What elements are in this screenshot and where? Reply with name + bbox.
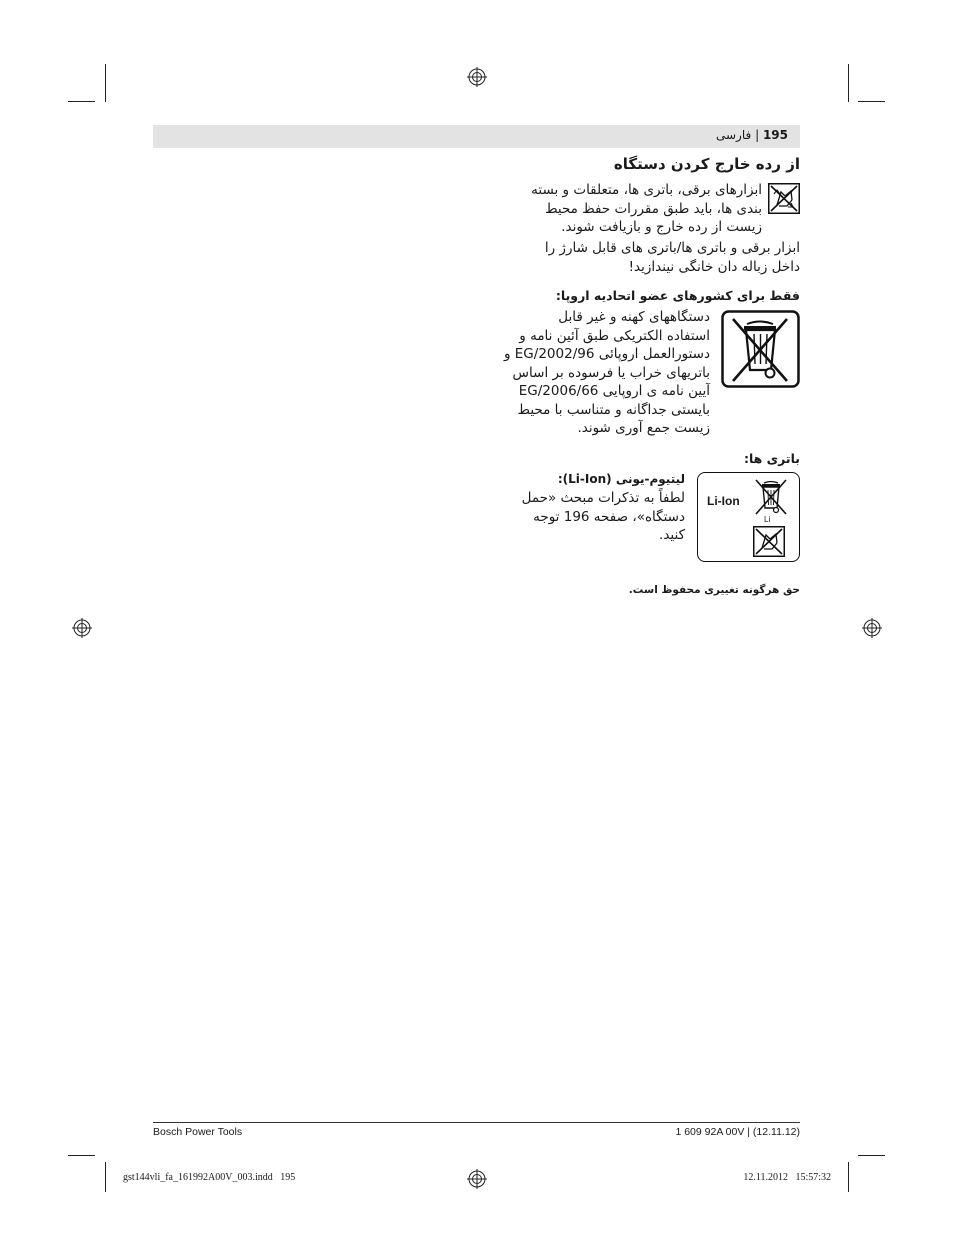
li-ion-badge: [697, 472, 800, 562]
li-bin-label: Li: [764, 515, 771, 524]
text-line: زیست از رده خارج و بازیافت شوند.: [561, 219, 762, 235]
text-line: بایستی جداگانه و متناسب با محیط: [517, 401, 710, 418]
text-line: آیین نامه ی اروپایی 2006/66/EG: [518, 383, 710, 399]
crop-mark: [105, 1162, 106, 1192]
text-line: دستورالعمل اروپائی 2002/96/EG و: [503, 346, 710, 362]
footer-document-id: 1 609 92A 00V | (12.11.12): [675, 1126, 800, 1138]
page-number: 195: [762, 128, 788, 142]
text-line: داخل زباله دان خانگی نیندازید!: [628, 258, 800, 275]
header-separator: |: [755, 128, 760, 142]
footer-publisher: Bosch Power Tools: [153, 1126, 243, 1138]
crop-mark: [858, 101, 885, 102]
text-line: استفاده الکتریکی طبق آئین نامه و: [519, 327, 710, 344]
text-line: ابزارهای برقی، باتری ها، متعلقات و بسته: [531, 182, 762, 198]
page-header: [153, 125, 800, 148]
crossed-wheelie-bin-icon: [721, 310, 800, 388]
slug-datetime: 12.11.2012 15:57:32: [743, 1172, 831, 1183]
slug-filename: gst144vli_fa_161992A00V_003.indd 195: [123, 1172, 296, 1183]
text-line: دستگاههای کهنه و غیر قابل: [558, 309, 710, 325]
recycle-crossed-icon: [753, 526, 785, 557]
section-title-batteries: باتری ها:: [743, 451, 800, 466]
header-language: فارسی: [715, 128, 752, 142]
text-line: بندی ها، باید طبق مقررات حفظ محیط: [545, 200, 762, 217]
text-line: زیست جمع آوری شوند.: [577, 420, 710, 436]
crop-mark: [848, 1162, 849, 1192]
batteries-paragraph: [450, 489, 685, 545]
header-label: [716, 128, 788, 142]
section-subtitle-li-ion: لیتیوم-یونی (Li-Ion):: [557, 472, 685, 486]
li-ion-label: Li-Ion: [707, 494, 740, 508]
text-line: لطفاً به تذکرات مبحث «حمل: [521, 490, 685, 506]
registration-mark-icon: [467, 67, 487, 87]
crop-mark: [848, 64, 849, 102]
footer-rule: [153, 1122, 800, 1123]
crop-mark: [68, 101, 95, 102]
registration-mark-icon: [862, 618, 882, 638]
registration-mark-icon: [467, 1169, 487, 1189]
eu-paragraph: [450, 308, 710, 438]
disposal-paragraph-2: [450, 239, 800, 276]
text-line: دستگاه»، صفحه 196 توجه: [533, 508, 685, 525]
text-line: کنید.: [659, 527, 685, 543]
registration-mark-icon: [72, 618, 92, 638]
section-title-eu: فقط برای کشورهای عضو اتحادیه اروپا:: [555, 288, 800, 303]
crop-mark: [68, 1155, 95, 1156]
recycle-crossed-icon: [768, 183, 800, 214]
rights-notice: حق هرگونه تغییری محفوظ است.: [628, 584, 800, 596]
section-title-disposal: از رده خارج کردن دستگاه: [613, 155, 800, 173]
disposal-paragraph-1: [460, 181, 762, 237]
crop-mark: [858, 1155, 885, 1156]
li-ion-bin-icon: [751, 477, 791, 519]
text-line: باتریهای خراب یا فرسوده بر اساس: [512, 364, 710, 381]
crop-mark: [105, 64, 106, 102]
text-line: ابزار برقی و باتری ها/باتری های قابل شارژ را: [544, 240, 800, 256]
